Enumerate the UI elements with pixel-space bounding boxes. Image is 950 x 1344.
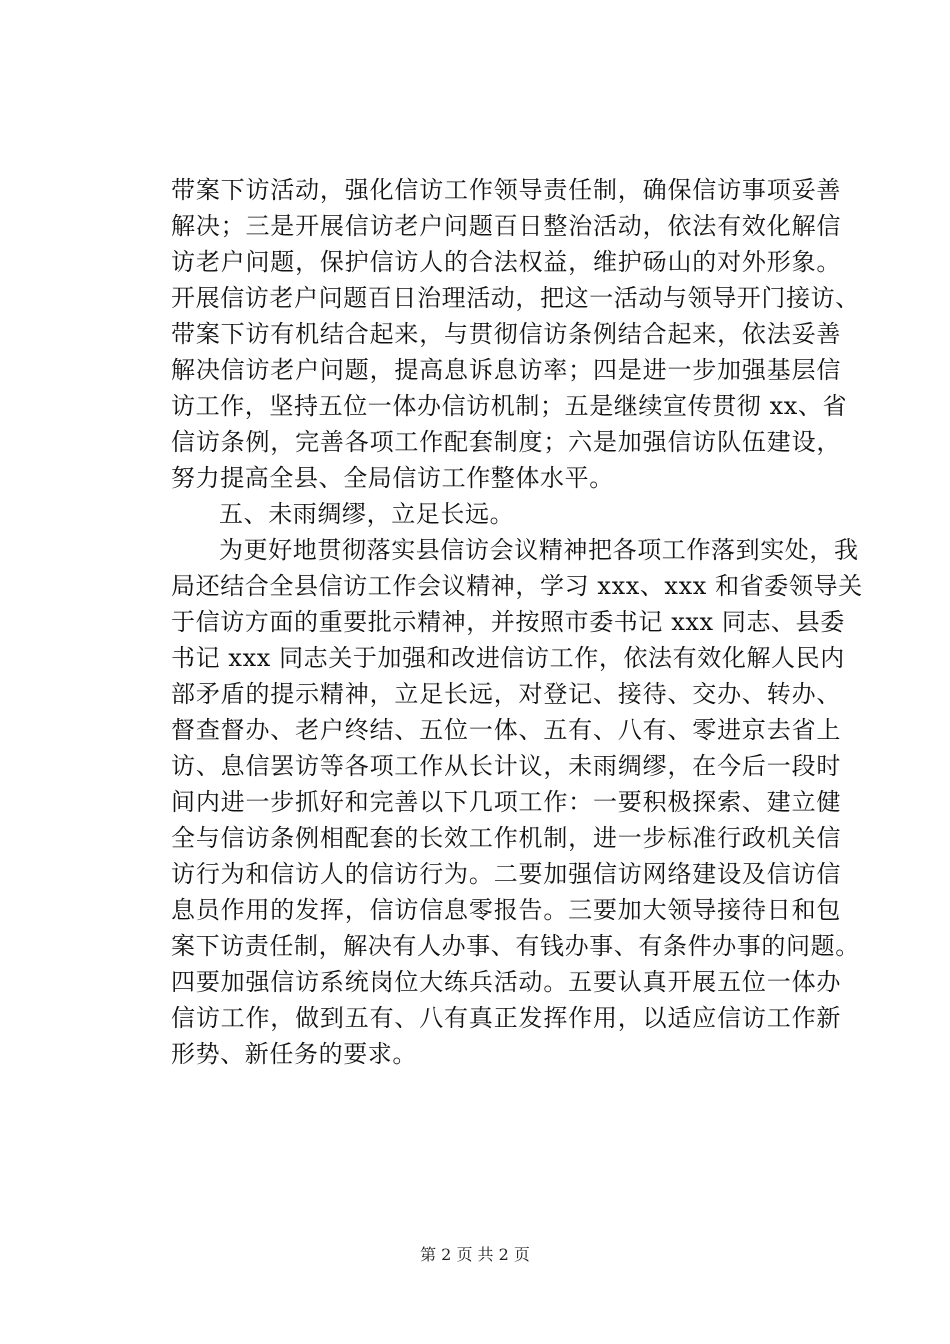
text-line: 案下访责任制，解决有人办事、有钱办事、有条件办事的问题。 — [171, 932, 860, 960]
text-line: 信访工作，做到五有、八有真正发挥作用，以适应信访工作新 — [171, 1004, 841, 1032]
text-line: 形势、新任务的要求。 — [171, 1040, 417, 1068]
text-line: 带案下访有机结合起来，与贯彻信访条例结合起来，依法妥善 — [171, 320, 841, 348]
text-line: 努力提高全县、全局信访工作整体水平。 — [171, 464, 614, 492]
text-line: 间内进一步抓好和完善以下几项工作：一要积极探索、建立健 — [171, 788, 841, 816]
text-line: 解决信访老户问题，提高息诉息访率；四是进一步加强基层信 — [171, 356, 841, 384]
text-line: 开展信访老户问题百日治理活动，把这一活动与领导开门接访、 — [171, 284, 860, 312]
text-line: 局还结合全县信访工作会议精神，学习 xxx、xxx 和省委领导关 — [171, 572, 863, 600]
text-line: 访、息信罢访等各项工作从长计议，未雨绸缪，在今后一段时 — [171, 752, 841, 780]
text-line: 部矛盾的提示精神，立足长远，对登记、接待、交办、转办、 — [171, 680, 841, 708]
text-line: 四要加强信访系统岗位大练兵活动。五要认真开展五位一体办 — [171, 968, 841, 996]
text-line: 书记 xxx 同志关于加强和改进信访工作，依法有效化解人民内 — [171, 644, 845, 672]
text-line: 解决；三是开展信访老户问题百日整治活动，依法有效化解信 — [171, 212, 841, 240]
text-line: 访行为和信访人的信访行为。二要加强信访网络建设及信访信 — [171, 860, 841, 888]
text-line: 督查督办、老户终结、五位一体、五有、八有、零进京去省上 — [171, 716, 841, 744]
text-line: 息员作用的发挥，信访信息零报告。三要加大领导接待日和包 — [171, 896, 841, 924]
page-number-footer: 第 2 页 共 2 页 — [420, 1245, 530, 1264]
section-heading: 五、未雨绸缪，立足长远。 — [219, 500, 515, 528]
text-line: 带案下访活动，强化信访工作领导责任制，确保信访事项妥善 — [171, 176, 841, 204]
text-line: 于信访方面的重要批示精神，并按照市委书记 xxx 同志、县委 — [171, 608, 845, 636]
text-line: 信访条例，完善各项工作配套制度；六是加强信访队伍建设， — [171, 428, 841, 456]
document-body — [171, 172, 863, 1072]
text-line: 访老户问题，保护信访人的合法权益，维护砀山的对外形象。 — [171, 248, 841, 276]
text-line: 访工作，坚持五位一体办信访机制；五是继续宣传贯彻 xx、省 — [171, 392, 848, 420]
text-line: 为更好地贯彻落实县信访会议精神把各项工作落到实处，我 — [219, 536, 859, 564]
text-line: 全与信访条例相配套的长效工作机制，进一步标准行政机关信 — [171, 824, 841, 852]
